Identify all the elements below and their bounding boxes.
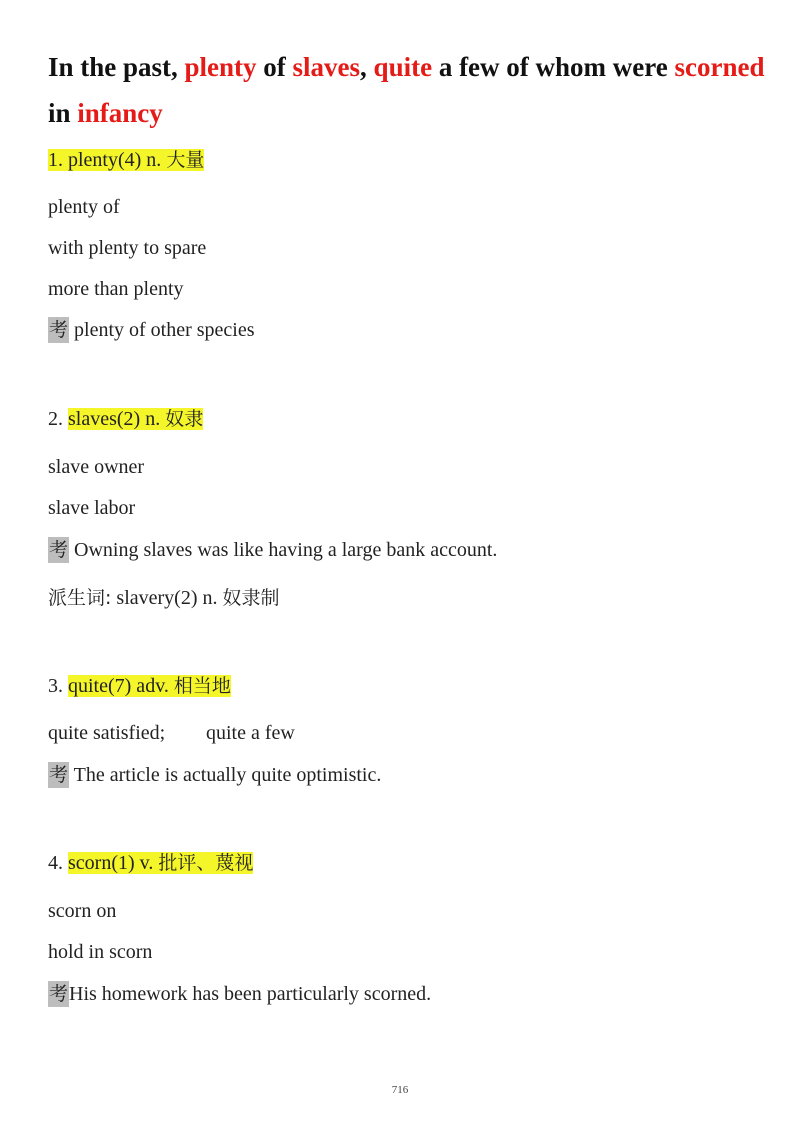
page-number: 716 (391, 1084, 409, 1096)
keyword-quite: quite (373, 52, 433, 82)
section-3-heading: 3. quite(7) adv. 相当地 (48, 675, 231, 697)
phrase-item: slave owner (48, 456, 145, 478)
keyword-infancy: infancy (77, 98, 163, 128)
phrase-item: scorn on (48, 900, 117, 922)
section-4-heading: 4. scorn(1) v. 批评、蔑视 (48, 852, 254, 874)
exam-example: 考 plenty of other species (49, 319, 255, 341)
phrase-item: quite satisfied; (48, 722, 166, 744)
phrase-item: quite a few (206, 722, 295, 744)
exam-mark: 考 (49, 983, 69, 1005)
keyword-scorned: scorned (674, 52, 765, 82)
derived-word: 派生词: slavery(2) n. 奴隶制 (48, 587, 280, 609)
phrase-item: more than plenty (48, 278, 184, 300)
exam-example: 考 The article is actually quite optimistic. (49, 764, 382, 786)
page-title: In the past, plenty of slaves, quite a few of whom were scorned in infancy (48, 52, 765, 128)
exam-mark: 考 (49, 539, 69, 561)
exam-mark: 考 (49, 764, 69, 786)
exam-example: 考His homework has been particularly scorned. (49, 983, 432, 1005)
section-1-heading (48, 147, 204, 173)
highlighted-term: quite(7) adv. 相当地 (68, 675, 231, 697)
phrase-item: plenty of (48, 196, 120, 218)
exam-example: 考 Owning slaves was like having a large bank account. (49, 539, 498, 561)
highlighted-term: scorn(1) v. 批评、蔑视 (68, 852, 254, 874)
exam-mark: 考 (49, 319, 69, 341)
highlighted-term: slaves(2) n. 奴隶 (68, 408, 204, 430)
phrase-item: hold in scorn (48, 941, 153, 963)
keyword-plenty: plenty (184, 52, 257, 82)
keyword-slaves: slaves (292, 52, 361, 82)
phrase-item: with plenty to spare (48, 237, 207, 259)
section-2-heading: 2. slaves(2) n. 奴隶 (48, 408, 204, 430)
phrase-item: slave labor (48, 497, 136, 519)
highlighted-term: 1. plenty(4) n. 大量 (48, 149, 205, 171)
